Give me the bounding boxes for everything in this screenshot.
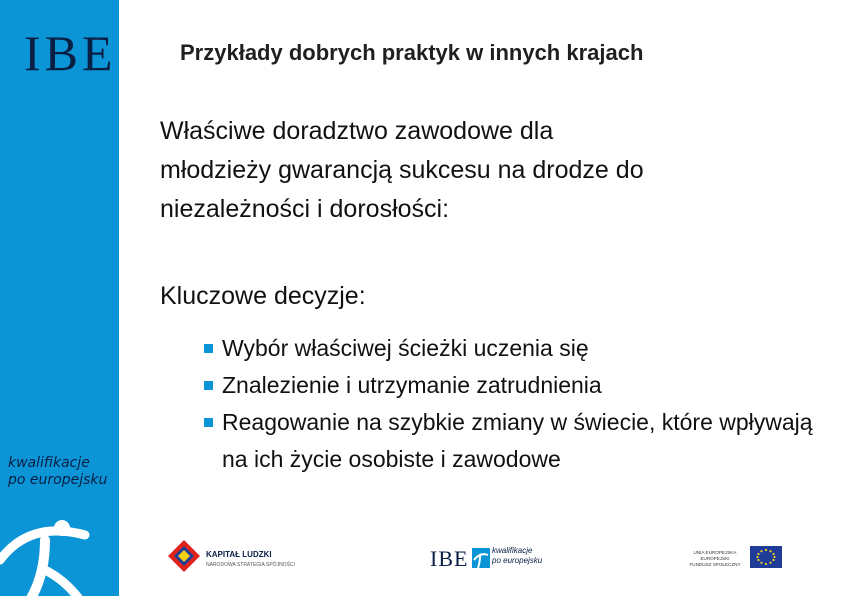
decisions-heading: Kluczowe decyzje: <box>160 282 366 310</box>
sidebar-tagline <box>8 455 118 489</box>
intro-text <box>160 112 820 229</box>
footer-ibe-logo: IBE <box>430 546 469 571</box>
stick-figure-icon <box>0 500 119 596</box>
bullet-square-icon <box>204 418 213 427</box>
bullet-text: Reagowanie na szybkie zmiany w świecie, które wpływają na ich życie osobiste i zawodowe <box>222 409 813 472</box>
eu-fund-label <box>685 550 745 568</box>
list-item <box>204 367 814 404</box>
footer-figure-icon <box>472 548 490 568</box>
slide-title: Przykłady dobrych praktyk w innych krajach <box>180 40 644 65</box>
footer-logos <box>160 532 800 580</box>
eu-line-3: FUNDUSZ SPOŁECZNY <box>689 562 741 567</box>
ibe-logo: IBE <box>24 25 117 81</box>
bullet-text: Znalezienie i utrzymanie zatrudnienia <box>222 372 602 398</box>
intro-line-2: młodzieży gwarancją sukcesu na drodze do <box>160 156 644 184</box>
eu-line-1: UNIA EUROPEJSKA <box>693 550 737 555</box>
bullet-list <box>204 330 814 478</box>
list-item <box>204 404 814 478</box>
eu-flag-icon <box>750 546 782 568</box>
bullet-square-icon <box>204 381 213 390</box>
tagline-line-2: po europejsku <box>8 472 108 488</box>
kapital-ludzki-subtitle: NARODOWA STRATEGIA SPÓJNOŚCI <box>206 562 295 568</box>
bullet-square-icon <box>204 344 213 353</box>
eu-line-2: EUROPEJSKI <box>700 556 730 561</box>
footer-tagline-line-1: kwalifikacje <box>492 546 533 555</box>
kapital-ludzki-title: KAPITAŁ LUDZKI <box>206 550 272 559</box>
intro-line-1: Właściwe doradztwo zawodowe dla <box>160 117 554 145</box>
sidebar-band <box>0 0 119 596</box>
footer-tagline-line-2: po europejsku <box>492 556 543 565</box>
footer-ibe-tagline <box>492 546 542 566</box>
intro-line-3: niezależności i dorosłości: <box>160 195 450 223</box>
tagline-line-1: kwalifikacje <box>8 455 90 471</box>
bullet-text: Wybór właściwej ścieżki uczenia się <box>222 335 589 361</box>
kapital-ludzki-logo-icon <box>166 538 202 574</box>
list-item <box>204 330 814 367</box>
